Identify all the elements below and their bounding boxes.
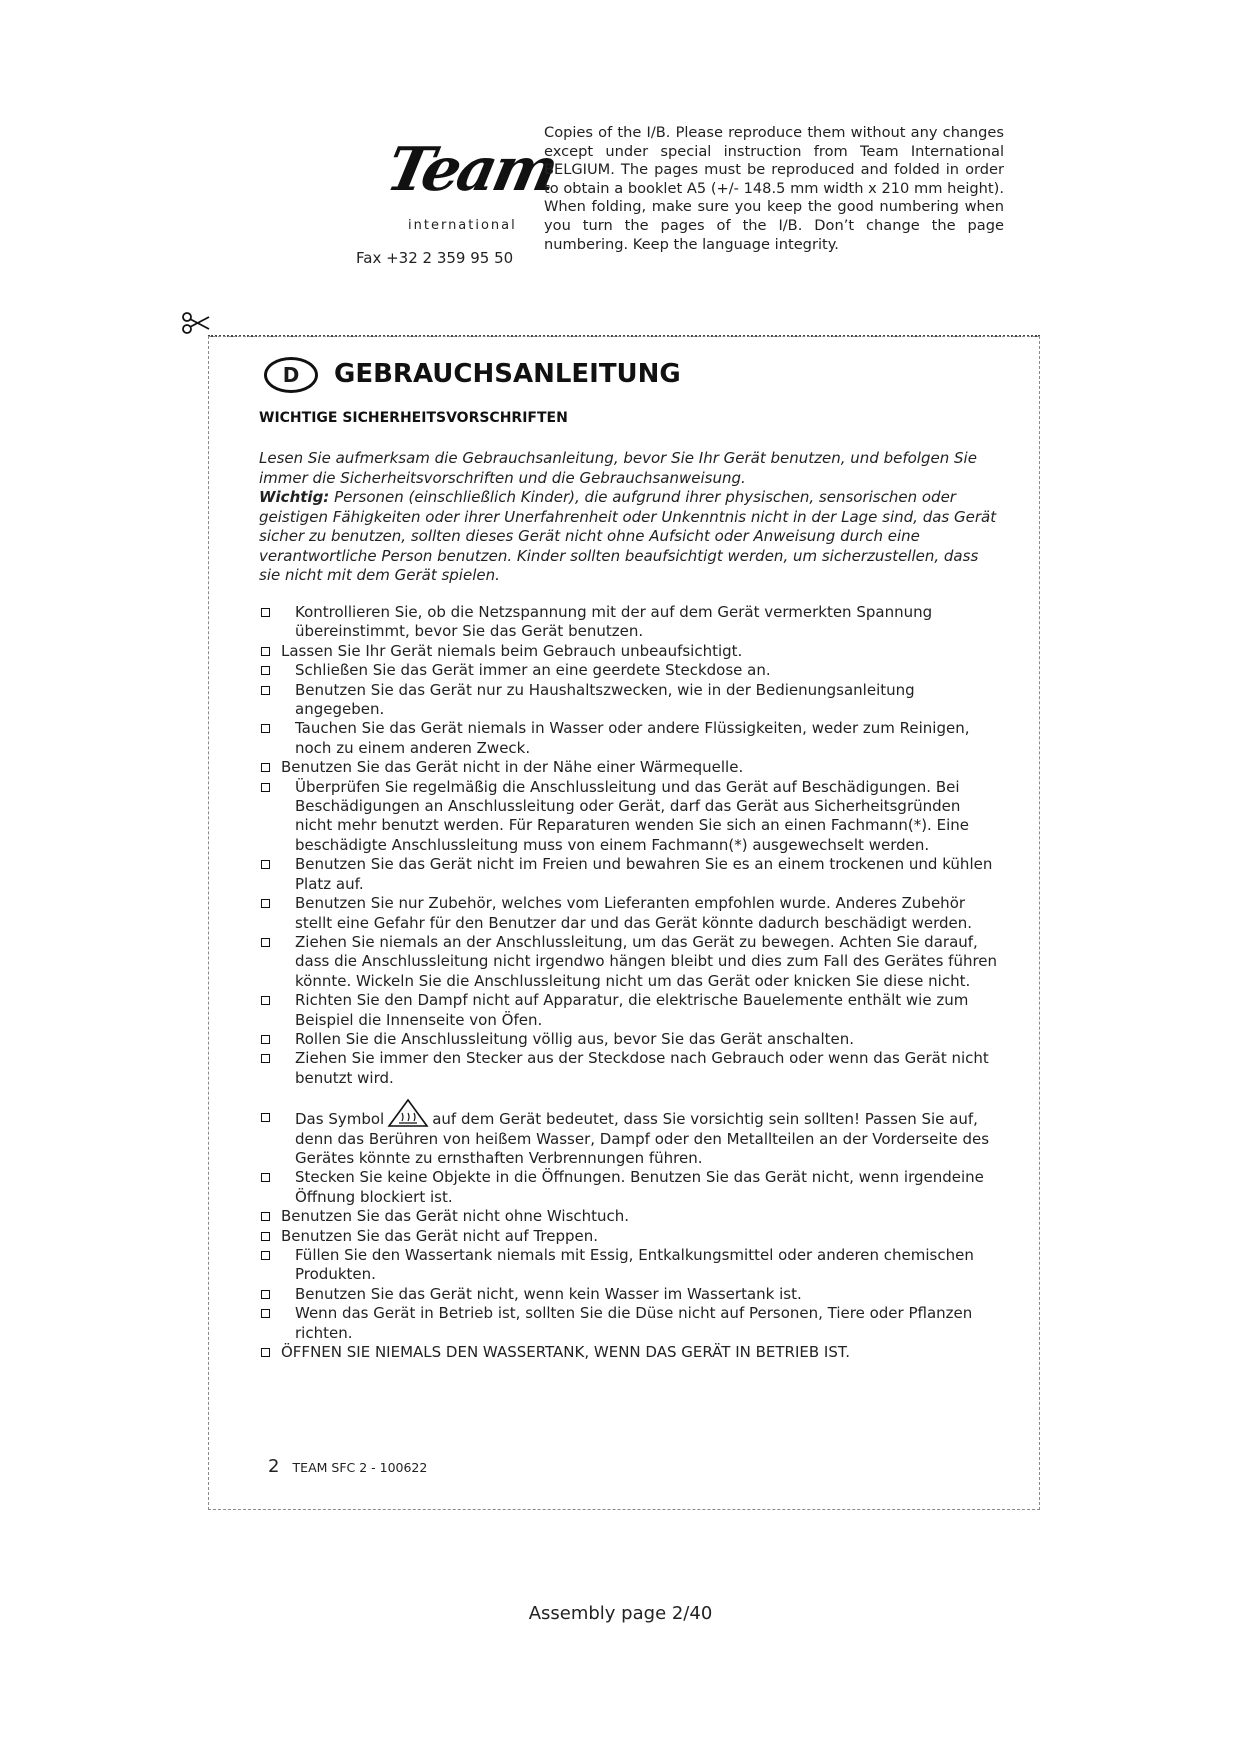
fax-number: Fax +32 2 359 95 50 xyxy=(356,249,514,267)
checkbox-icon xyxy=(261,996,270,1005)
checkbox-icon xyxy=(261,1212,270,1221)
checkbox-icon xyxy=(261,647,270,656)
checkbox-icon xyxy=(261,1348,270,1357)
list-item: Benutzen Sie das Gerät nicht, wenn kein Wasser im Wassertank ist. xyxy=(259,1285,999,1304)
team-international-logo xyxy=(368,118,562,234)
list-item: Ziehen Sie niemals an der Anschlussleitung, um das Gerät zu bewegen. Achten Sie darauf, dass die Anschlussleitung nicht irgendwo hängen bleibt und dies zum Fall des Gerätes führen könnte. Wickeln Sie die Anschlussleitung nicht um das Gerät oder knicken Sie diese nicht. xyxy=(259,933,999,991)
model-code: TEAM SFC 2 - 100622 xyxy=(292,1460,428,1475)
list-item: Tauchen Sie das Gerät niemals in Wasser oder andere Flüssigkeiten, weder zum Reinigen, noch zu einem anderen Zweck. xyxy=(259,719,999,758)
list-item: Benutzen Sie das Gerät nicht in der Nähe einer Wärmequelle. xyxy=(259,758,999,777)
checkbox-icon xyxy=(261,724,270,733)
checkbox-icon xyxy=(261,1173,270,1182)
list-item: ÖFFNEN SIE NIEMALS DEN WASSERTANK, WENN DAS GERÄT IN BETRIEB IST. xyxy=(259,1343,999,1362)
checkbox-icon xyxy=(261,666,270,675)
checkbox-icon xyxy=(261,686,270,695)
document-title: GEBRAUCHSANLEITUNG xyxy=(334,359,681,389)
list-item: Wenn das Gerät in Betrieb ist, sollten Sie die Düse nicht auf Personen, Tiere oder Pflanzen richten. xyxy=(259,1304,999,1343)
checkbox-icon xyxy=(261,860,270,869)
checkbox-icon xyxy=(261,1113,270,1122)
important-text: Personen (einschließlich Kinder), die aufgrund ihrer physischen, sensorischen oder geistigen Fähigkeiten oder ihrer Unerfahrenheit oder Unkenntnis nicht in der Lage sind, das Gerät sicher zu benutzen, sollten dieses Gerät nicht ohne Aufsicht oder Anweisung durch eine verantwortliche Person benutzen. Kinder sollten beaufsichtigt werden, um sicherzustellen, dass sie nicht mit dem Gerät spielen. xyxy=(259,488,997,584)
list-item: Benutzen Sie das Gerät nicht auf Treppen. xyxy=(259,1227,999,1246)
list-item: Benutzen Sie das Gerät nicht im Freien und bewahren Sie es an einem trockenen und kühlen Platz auf. xyxy=(259,855,999,894)
scissors-icon xyxy=(180,310,210,336)
list-item: Ziehen Sie immer den Stecker aus der Steckdose nach Gebrauch oder wenn das Gerät nicht benutzt wird. xyxy=(259,1049,999,1088)
logo-subtext: international xyxy=(408,218,517,233)
list-item: Benutzen Sie das Gerät nicht ohne Wischtuch. xyxy=(259,1207,999,1226)
checkbox-icon xyxy=(261,1054,270,1063)
checkbox-icon xyxy=(261,763,270,772)
copy-instructions: Copies of the I/B. Please reproduce them without any changes except under special instruction from Team International BELGIUM. The pages must be reproduced and folded in order to obtain a booklet A5 (+/- 148.5 mm width x 210 mm height). When folding, make sure you keep the good numbering when you turn the pages of the I/B. Don’t change the page numbering. Keep the language integrity. xyxy=(544,124,1004,253)
logo-wordmark: Team xyxy=(380,135,562,205)
checkbox-icon xyxy=(261,1232,270,1241)
intro-block xyxy=(259,449,999,586)
intro-paragraph: Lesen Sie aufmerksam die Gebrauchsanleitung, bevor Sie Ihr Gerät benutzen, und befolgen Sie immer die Sicherheitsvorschriften und die Gebrauchsanweisung. xyxy=(259,449,977,487)
checkbox-icon xyxy=(261,783,270,792)
list-item: Stecken Sie keine Objekte in die Öffnungen. Benutzen Sie das Gerät nicht, wenn irgendeine Öffnung blockiert ist. xyxy=(259,1168,999,1207)
safety-rules-list xyxy=(259,603,999,1362)
page-footer xyxy=(268,1456,427,1477)
list-item: Schließen Sie das Gerät immer an eine geerdete Steckdose an. xyxy=(259,661,999,680)
checkbox-icon xyxy=(261,608,270,617)
language-badge: D xyxy=(264,357,318,393)
section-heading: WICHTIGE SICHERHEITSVORSCHRIFTEN xyxy=(259,410,568,426)
page-number: 2 xyxy=(268,1456,280,1477)
important-paragraph xyxy=(259,488,999,586)
list-item: Lassen Sie Ihr Gerät niemals beim Gebrauch unbeaufsichtigt. xyxy=(259,642,999,661)
checkbox-icon xyxy=(261,1035,270,1044)
important-label: Wichtig: xyxy=(259,488,330,506)
list-item: Rollen Sie die Anschlussleitung völlig aus, bevor Sie das Gerät anschalten. xyxy=(259,1030,999,1049)
checkbox-icon xyxy=(261,1251,270,1260)
hot-surface-warning-icon xyxy=(387,1098,429,1128)
checkbox-icon xyxy=(261,1309,270,1318)
list-item: Überprüfen Sie regelmäßig die Anschlussleitung und das Gerät auf Beschädigungen. Bei Beschädigungen an Anschlussleitung oder Gerät, darf das Gerät aus Sicherheitsgründen nicht mehr benutzt werden. Für Reparaturen wenden Sie sich an einen Fachmann(*). Eine beschädigte Anschlussleitung muss von einem Fachmann(*) ausgewechselt werden. xyxy=(259,778,999,856)
list-item: Benutzen Sie das Gerät nur zu Haushaltszwecken, wie in der Bedienungsanleitung angegeben. xyxy=(259,681,999,720)
checkbox-icon xyxy=(261,899,270,908)
list-item: Kontrollieren Sie, ob die Netzspannung mit der auf dem Gerät vermerkten Spannung übereinstimmt, bevor Sie das Gerät benutzen. xyxy=(259,603,999,642)
list-item: Benutzen Sie nur Zubehör, welches vom Lieferanten empfohlen wurde. Anderes Zubehör stellt eine Gefahr für den Benutzer dar und das Gerät könnte dadurch beschädigt werden. xyxy=(259,894,999,933)
list-item-symbol: Das Symbol auf dem Gerät bedeutet, dass Sie vorsichtig sein sollten! Passen Sie auf, denn das Berühren von heißem Wasser, Dampf oder den Metallteilen an der Vorderseite des Gerätes könnte zu ernsthaften Verbrennungen führen. xyxy=(259,1098,999,1168)
checkbox-icon xyxy=(261,1290,270,1299)
checkbox-icon xyxy=(261,938,270,947)
list-item: Füllen Sie den Wassertank niemals mit Essig, Entkalkungsmittel oder anderen chemischen Produkten. xyxy=(259,1246,999,1285)
assembly-page-label: Assembly page 2/40 xyxy=(528,1603,713,1624)
list-item: Richten Sie den Dampf nicht auf Apparatur, die elektrische Bauelemente enthält wie zum Beispiel die Innenseite von Öfen. xyxy=(259,991,999,1030)
